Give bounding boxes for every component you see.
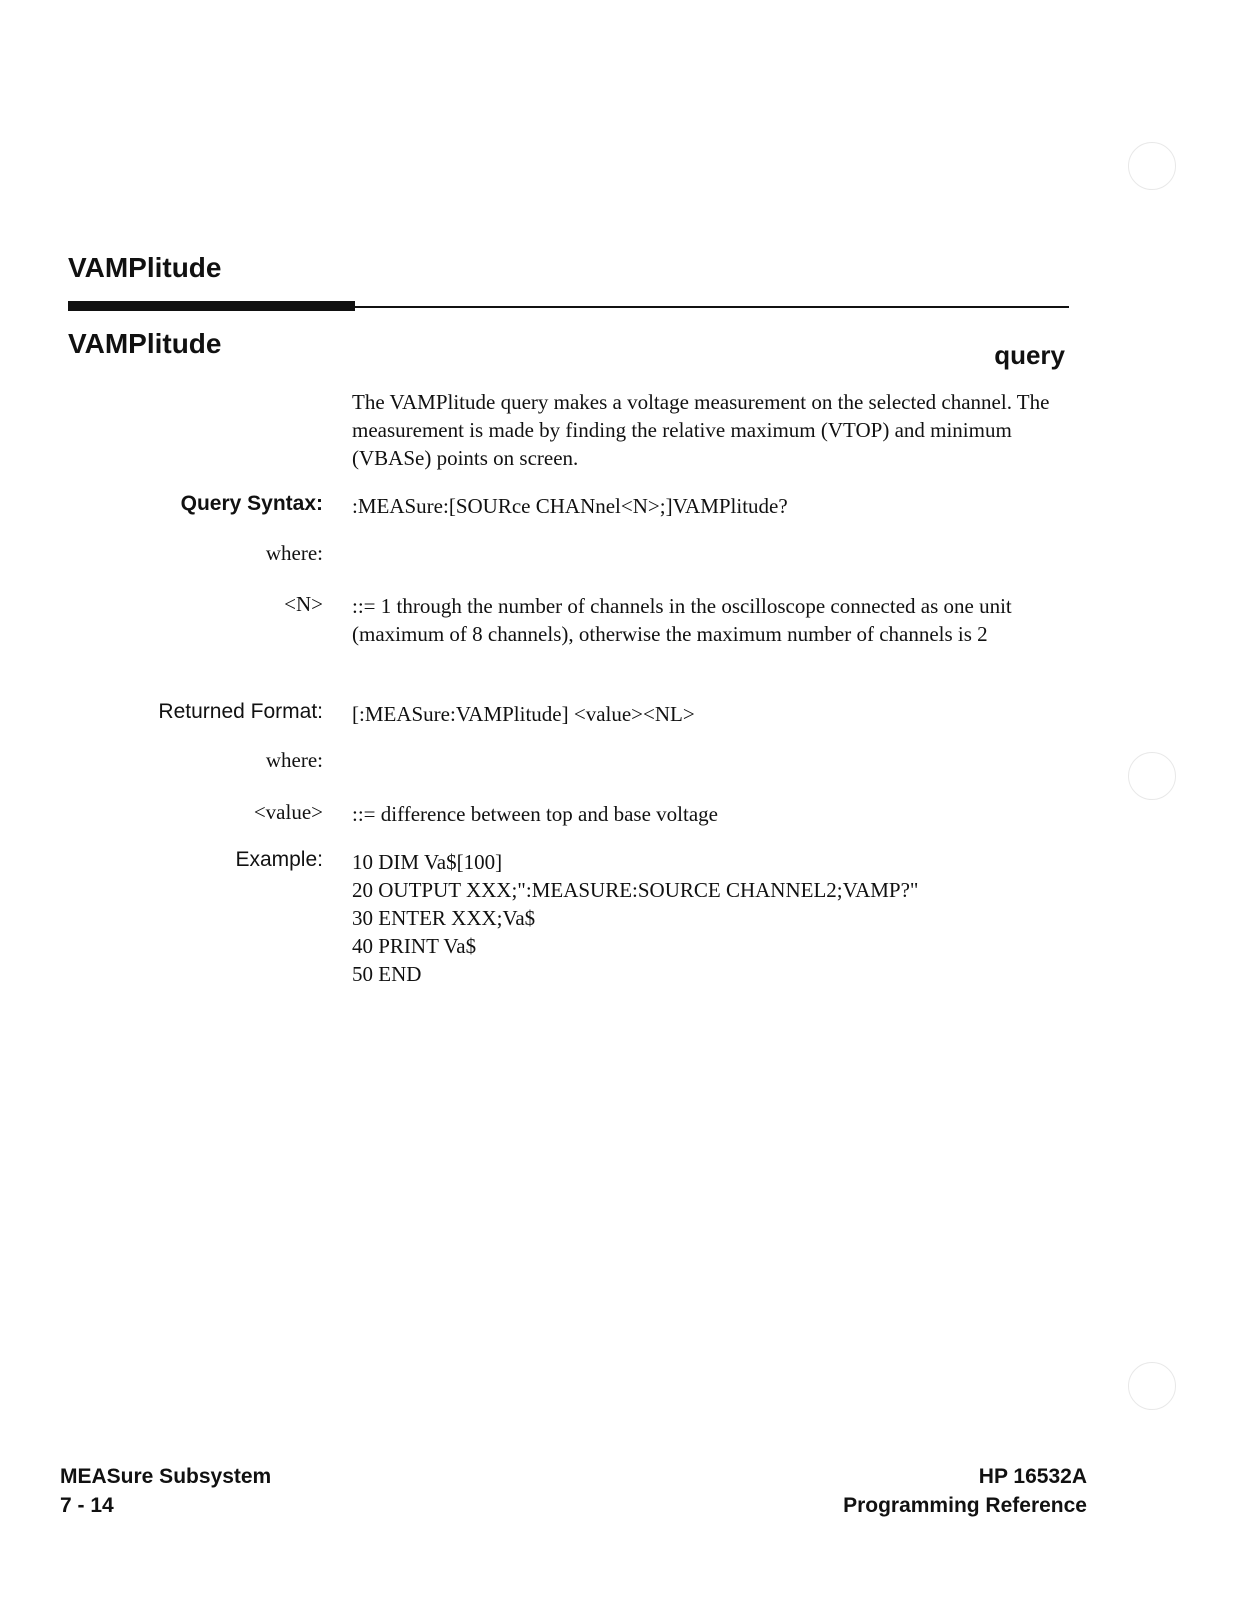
command-title: VAMPlitude bbox=[68, 328, 222, 359]
param-n-description: ::= 1 through the number of channels in the oscilloscope connected as one unit (maximum of 8 channels), otherwise the maximum number of channels is 2 bbox=[352, 594, 1012, 646]
punch-hole-middle bbox=[1128, 752, 1176, 800]
example-label: Example: bbox=[235, 848, 323, 871]
query-syntax-value: :MEASure:[SOURce CHANnel<N>;]VAMPlitude? bbox=[352, 494, 788, 518]
punch-hole-top bbox=[1128, 142, 1176, 190]
footer-product: HP 16532A bbox=[978, 1465, 1087, 1488]
punch-hole-bottom bbox=[1128, 1362, 1176, 1410]
example-line: 10 DIM Va$[100] bbox=[352, 850, 503, 874]
query-syntax-label: Query Syntax: bbox=[180, 492, 323, 515]
example-line: 50 END bbox=[352, 962, 422, 986]
footer-right bbox=[843, 1462, 1087, 1520]
header-rule-accent bbox=[68, 301, 355, 311]
footer-subsystem: MEASure Subsystem bbox=[60, 1465, 272, 1488]
param-n-label: <N> bbox=[284, 592, 323, 616]
example-line: 20 OUTPUT XXX;":MEASURE:SOURCE CHANNEL2;VAMP?" bbox=[352, 878, 919, 902]
command-description: The VAMPlitude query makes a voltage measurement on the selected channel. The measurement is made by finding the relative maximum (VTOP) and minimum (VBASe) points on screen. bbox=[352, 390, 1050, 470]
returned-format-label: Returned Format: bbox=[158, 700, 323, 723]
example-line: 40 PRINT Va$ bbox=[352, 934, 477, 958]
section-title: VAMPlitude bbox=[68, 252, 222, 283]
command-type: query bbox=[994, 340, 1065, 370]
where-label-2: where: bbox=[265, 748, 323, 772]
footer-left bbox=[60, 1462, 271, 1520]
param-value-description: ::= difference between top and base voltage bbox=[352, 802, 718, 826]
page-number: 7 - 14 bbox=[60, 1494, 114, 1517]
example-line: 30 ENTER XXX;Va$ bbox=[352, 906, 536, 930]
returned-format-value: [:MEASure:VAMPlitude] <value><NL> bbox=[352, 702, 695, 726]
where-label-1: where: bbox=[265, 541, 323, 565]
param-value-label: <value> bbox=[253, 800, 323, 824]
footer-manual-title: Programming Reference bbox=[843, 1494, 1087, 1517]
